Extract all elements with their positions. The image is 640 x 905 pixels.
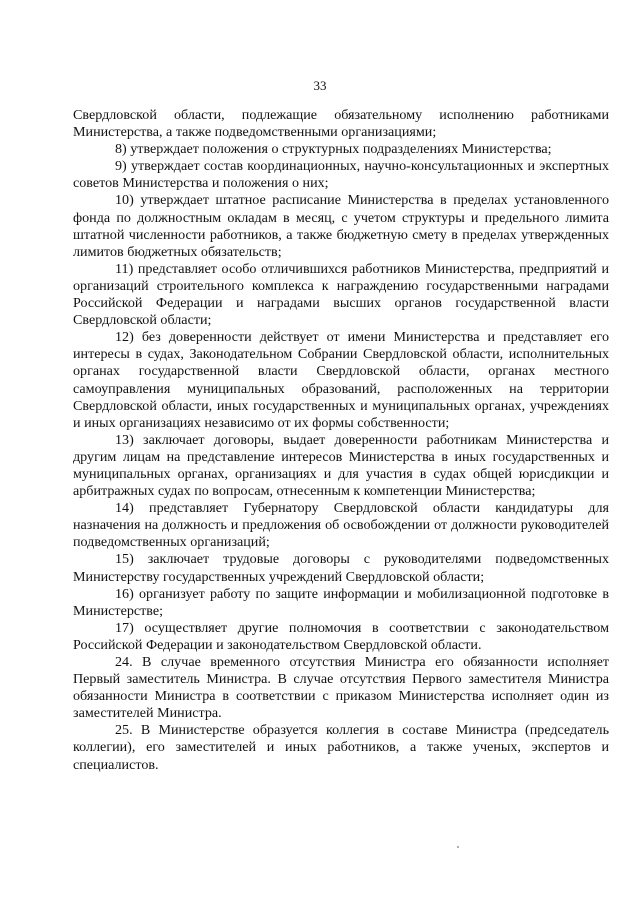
page-number: 33 bbox=[313, 78, 327, 93]
paragraph-item-16: 16) организует работу по защите информации и мобилизационной подготовке в Министерстве; bbox=[73, 585, 609, 619]
paragraph-section-25: 25. В Министерстве образуется коллегия в составе Министра (председатель коллегии), его заместителей и иных работников, а также ученых, экспертов и специалистов. bbox=[73, 722, 609, 773]
paragraph-item-14: 14) представляет Губернатору Свердловской области кандидатуры для назначения на должность и предложения об освобождении от должности руководителей подведомственных организаций; bbox=[73, 500, 609, 551]
paragraph-item-9: 9) утверждает состав координационных, научно-консультационных и экспертных советов Министерства и положения о них; bbox=[73, 158, 609, 192]
document-body bbox=[73, 107, 609, 774]
paragraph-item-12: 12) без доверенности действует от имени Министерства и представляет его интересы в судах, Законодательном Собрании Свердловской области, исполнительных органах государственной власти Свердловской области, органах местного самоуправления муниципальных образований, расположенных на территории Свердловской области, иных государственных и муниципальных органах, учреждениях и иных организациях независимо от их формы собственности; bbox=[73, 329, 609, 431]
paragraph-item-15: 15) заключает трудовые договоры с руководителями подведомственных Министерству государственных учреждений Свердловской области; bbox=[73, 551, 609, 585]
paragraph-continuation: Свердловской области, подлежащие обязательному исполнению работниками Министерства, а также подведомственными организациями; bbox=[73, 107, 609, 141]
paragraph-section-24: 24. В случае временного отсутствия Министра его обязанности исполняет Первый заместитель Министра. В случае отсутствия Первого заместителя Министра обязанности Министра в соответствии с приказом Министерства исполняет один из заместителей Министра. bbox=[73, 654, 609, 722]
paragraph-item-11: 11) представляет особо отличившихся работников Министерства, предприятий и организаций строительного комплекса к награждению государственными наградами Российской Федерации и наградами высших органов государственной власти Свердловской области; bbox=[73, 260, 609, 329]
paragraph-item-8: 8) утверждает положения о структурных подразделениях Министерства; bbox=[115, 141, 552, 158]
scan-speck bbox=[457, 846, 459, 848]
paragraph-item-13: 13) заключает договоры, выдает доверенности работникам Министерства и другим лицам на представление интересов Министерства в иных государственных и муниципальных органах, организациях и для участия в судах общей юрисдикции и арбитражных судах по вопросам, отнесенным к компетенции Министерства; bbox=[73, 431, 609, 500]
paragraph-item-10: 10) утверждает штатное расписание Министерства в пределах установленного фонда по должностным окладам в месяц, с учетом структуры и предельного лимита штатной численности работников, а также бюджетную смету в пределах утвержденных лимитов бюджетных обязательств; bbox=[73, 192, 609, 260]
paragraph-item-17: 17) осуществляет другие полномочия в соответствии с законодательством Российской Федерации и законодательством Свердловской области. bbox=[73, 619, 609, 653]
